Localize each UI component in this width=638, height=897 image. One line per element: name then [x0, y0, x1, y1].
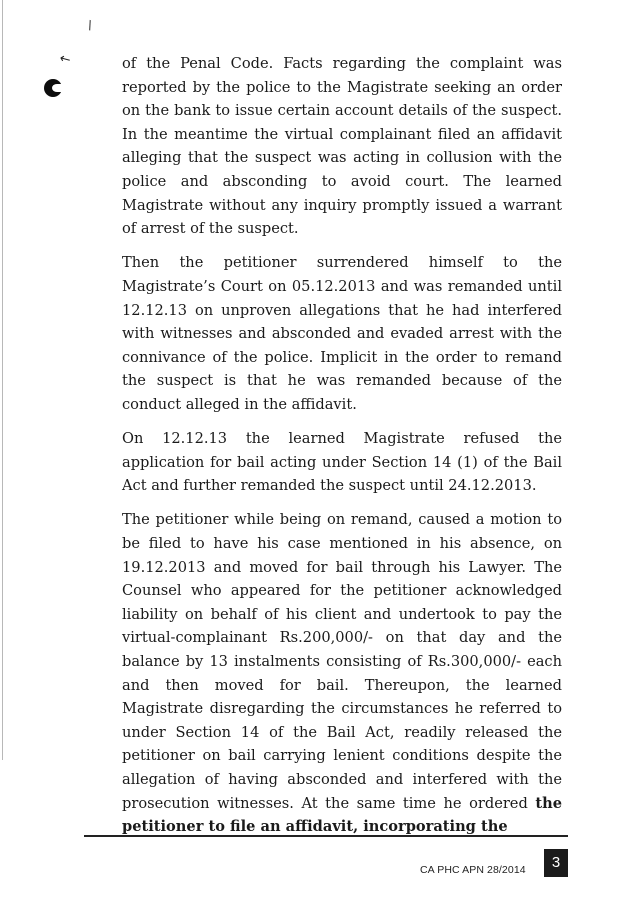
body-text — [122, 52, 562, 839]
paragraph-2: Then the petitioner surrendered himself to the Magistrate’s Court on 05.12.2013 and was remanded until 12.12.13 on unproven allegations that he had interfered with witnesses and absconded and evaded arrest with the connivance of the police. Implicit in the order to remand the suspect is that he was remanded because of the conduct alleged in the affidavit. — [122, 254, 562, 413]
footer-case-reference: CA PHC APN 28/2014 — [420, 864, 526, 876]
scan-edge-line — [2, 0, 3, 760]
footer-rule — [84, 835, 568, 837]
scan-artifact-mark: ↖ — [56, 50, 74, 69]
paragraph-1: of the Penal Code. Facts regarding the complaint was reported by the police to the Magistrate seeking an order on the bank to issue certain account details of the suspect. In the meantime the virtual complainant filed an affidavit alleging that the suspect was acting in collusion with the police and absconding to avoid court. The learned Magistrate without any inquiry promptly issued a warrant of arrest of the suspect. — [122, 55, 562, 238]
paragraph-4-bold-text: the petitioner to file an affidavit, incorporating the — [122, 794, 562, 836]
scan-artifact-mark: \ — [85, 17, 95, 33]
paragraph-3: On 12.12.13 the learned Magistrate refused the application for bail acting under Section 14 (1) of the Bail Act and further remanded the suspect until 24.12.2013. — [122, 430, 562, 495]
page-number-badge: 3 — [544, 849, 568, 877]
paragraph-4-text: The petitioner while being on remand, caused a motion to be filed to have his case mentioned in his absence, on 19.12.2013 and moved for bail through his Lawyer. The Counsel who appeared for the petitioner acknowledged liability on behalf of his client and undertook to pay the virtual-complainant Rs.200,000/- on that day and the balance by 13 instalments consisting of Rs.300,000/- each and then moved for bail. Thereupon, the learned Magistrate disregarding the circumstances he referred to under Section 14 of the Bail Act, readily released the petitioner on bail carrying lenient conditions despite the allegation of having absconded and interfered with the prosecution witnesses. At the same time he ordered — [122, 511, 562, 812]
punch-hole-icon — [44, 79, 62, 97]
paragraph-4 — [122, 508, 562, 838]
